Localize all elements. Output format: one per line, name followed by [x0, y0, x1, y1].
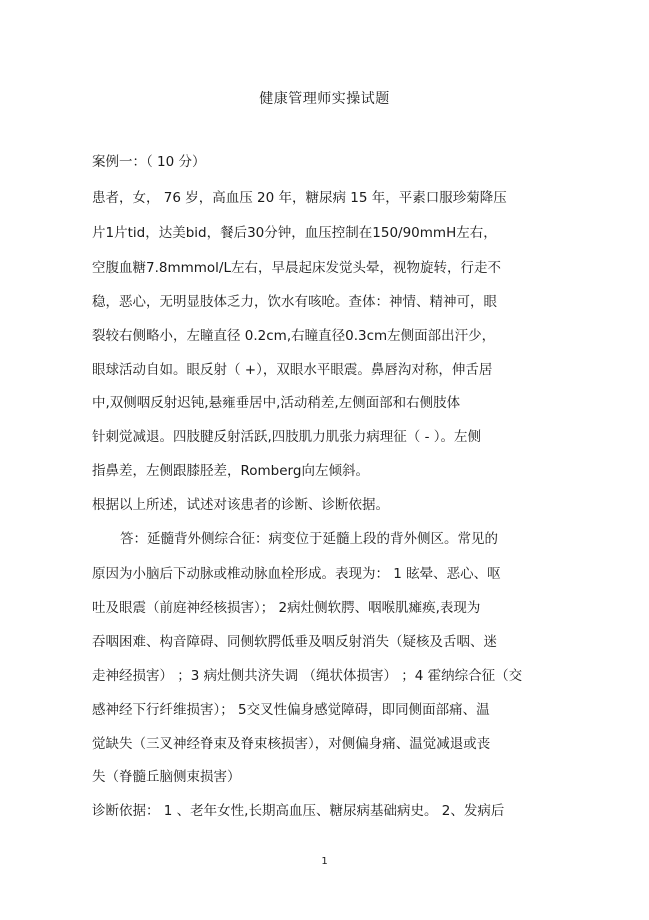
question-line: 根据以上所述，试述对该患者的诊断、诊断依据。 [92, 497, 389, 513]
document-title: 健康管理师实操试题 [259, 91, 390, 107]
answer-line-3: 吐及眼震（前庭神经核损害）； 2病灶侧软腭、咽喉肌瘫痪,表现为 [92, 600, 481, 616]
diagnosis-basis-line: 诊断依据： 1 、老年女性,长期高血压、糖尿病基础病史。 2、发病后 [92, 803, 505, 819]
case-line-2: 片1片tid，达美bid，餐后30分钟，血压控制在150/90mmH左右， [92, 225, 497, 241]
answer-line-1: 答：延髓背外侧综合征：病变位于延髓上段的背外侧区。常见的 [120, 531, 498, 547]
case-line-7: 中,双侧咽反射迟钝,悬雍垂居中,活动稍差,左侧面部和右侧肢体 [92, 395, 461, 411]
case-line-5: 裂较右侧略小，左瞳直径 0.2cm,右瞳直径0.3cm左侧面部出汗少， [92, 328, 496, 344]
answer-line-2: 原因为小脑后下动脉或椎动脉血栓形成。表现为： 1 眩晕、恶心、呕 [92, 566, 501, 582]
case-line-3: 空腹血糖7.8mmmol/L左右，早晨起床发觉头晕，视物旋转，行走不 [92, 260, 502, 276]
answer-line-6: 感神经下行纤维损害）； 5交叉性偏身感觉障碍，即同侧面部痛、温 [92, 702, 490, 718]
case-line-9: 指鼻差，左侧跟膝胫差，Romberg向左倾斜。 [92, 463, 369, 479]
case-line-8: 针刺觉减退。四肢腱反射活跃,四肢肌力肌张力病理征（ - ）。左侧 [92, 429, 481, 445]
answer-line-5: 走神经损害） ；3 病灶侧共济失调 （绳状体损害） ；4 霍纳综合征（交 [92, 668, 523, 684]
case-line-1: 患者，女， 76 岁，高血压 20 年，糖尿病 15 年，平素口服珍菊降压 [92, 190, 507, 206]
page-number: 1 [321, 856, 328, 867]
answer-line-4: 吞咽困难、构音障碍、同侧软腭低垂及咽反射消失（疑核及舌咽、迷 [92, 634, 497, 650]
answer-line-8: 失（脊髓丘脑侧束损害） [92, 769, 241, 785]
case-line-4: 稳，恶心，无明显肢体乏力，饮水有咳呛。查体：神情、精神可，眼 [92, 294, 497, 310]
case-heading: 案例一：（ 10 分） [92, 154, 206, 170]
case-line-6: 眼球活动自如。眼反射（ +），双眼水平眼震。鼻唇沟对称，伸舌居 [92, 362, 493, 378]
answer-line-7: 觉缺失（三叉神经脊束及脊束核损害），对侧偏身痛、温觉减退或丧 [92, 736, 491, 752]
